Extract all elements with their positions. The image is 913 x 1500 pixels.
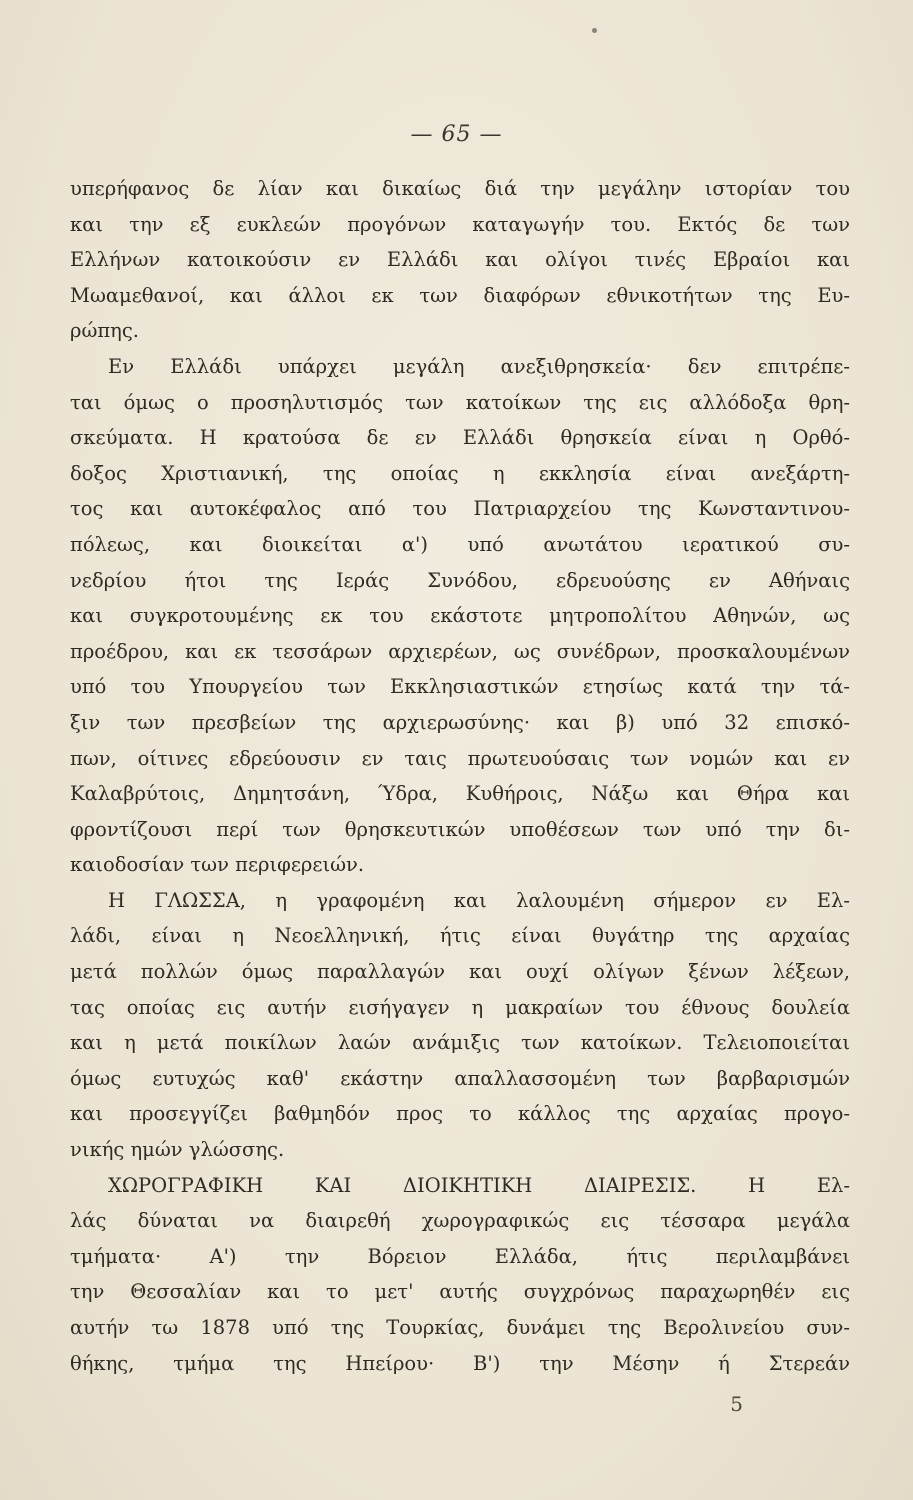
text-line: και προσεγγίζει βαθμηδόν προς το κάλλος της αρχαίας προγο- bbox=[70, 1102, 850, 1126]
text-line: λάς δύναται να διαιρεθή χωρογραφικώς εις τέσσαρα μεγάλα bbox=[70, 1209, 850, 1233]
ink-spot bbox=[592, 28, 597, 33]
text-line: Καλαβρύτοις, Δημητσάνη, Ύδρα, Κυθήροις, Νάξω και Θήρα και bbox=[70, 782, 850, 806]
text-line: Η ΓΛΩΣΣΑ, η γραφομένη και λαλουμένη σήμερον εν Ελ- bbox=[108, 888, 850, 912]
text-line: Εν Ελλάδι υπάρχει μεγάλη ανεξιθρησκεία· δεν επιτρέπε- bbox=[108, 354, 850, 378]
text-line: υπερήφανος δε λίαν και δικαίως διά την μεγάλην ιστορίαν του bbox=[70, 177, 850, 200]
text-line: καιοδοσίαν των περιφερειών. bbox=[70, 853, 365, 877]
text-line: ξιν των πρεσβείων της αρχιερωσύνης· και β) υπό 32 επισκό- bbox=[70, 710, 850, 734]
text-line: ται όμως ο προσηλυτισμός των κατοίκων της εις αλλόδοξα θρη- bbox=[70, 390, 850, 414]
text-line: Ελλήνων κατοικούσιν εν Ελλάδι και ολίγοι τινές Εβραίοι και bbox=[70, 248, 850, 272]
text-line: σκεύματα. Η κρατούσα δε εν Ελλάδι θρησκεία είναι η Ορθό- bbox=[70, 426, 850, 450]
text-line: τος και αυτοκέφαλος από του Πατριαρχείου της Κωνσταντινου- bbox=[70, 497, 850, 521]
text-line: νικής ημών γλώσσης. bbox=[70, 1138, 285, 1162]
text-line: τμήματα· Α') την Βόρειον Ελλάδα, ήτις περιλαμβάνει bbox=[70, 1244, 850, 1268]
text-line: τας οποίας εις αυτήν εισήγαγεν η μακραίων του έθνους δουλεία bbox=[70, 995, 850, 1019]
text-line: και την εξ ευκλεών προγόνων καταγωγήν του. Εκτός δε των bbox=[70, 212, 850, 236]
text-line: μετά πολλών όμως παραλλαγών και ουχί ολίγων ξένων λέξεων, bbox=[70, 960, 850, 984]
text-line: όμως ευτυχώς καθ' εκάστην απαλλασσομένη των βαρβαρισμών bbox=[70, 1066, 850, 1090]
text-line: φροντίζουσι περί των θρησκευτικών υποθέσεων των υπό την δι- bbox=[70, 817, 850, 841]
text-line: ΧΩΡΟΓΡΑΦΙΚΗ ΚΑΙ ΔΙΟΙΚΗΤΙΚΗ ΔΙΑΙΡΕΣΙΣ. Η Ελ- bbox=[108, 1173, 850, 1197]
text-line: θήκης, τμήμα της Ηπείρου· Β') την Μέσην ή Στερεάν bbox=[70, 1351, 850, 1375]
page-number: — 65 — bbox=[410, 122, 503, 147]
text-line: και συγκροτουμένης εκ του εκάστοτε μητροπολίτου Αθηνών, ως bbox=[70, 604, 850, 628]
text-line: ρώπης. bbox=[70, 319, 139, 343]
text-line: Μωαμεθανοί, και άλλοι εκ των διαφόρων εθνικοτήτων της Ευ- bbox=[70, 283, 850, 307]
text-line: υπό του Υπουργείου των Εκκλησιαστικών ετησίως κατά την τά- bbox=[70, 675, 850, 699]
body-text bbox=[70, 171, 850, 1381]
text-line: και η μετά ποικίλων λαών ανάμιξις των κατοίκων. Τελειοποιείται bbox=[70, 1031, 850, 1055]
text-line: πων, οίτινες εδρεύουσιν εν ταις πρωτευούσαις των νομών και εν bbox=[70, 746, 850, 770]
text-line: αυτήν τω 1878 υπό της Τουρκίας, δυνάμει της Βερολινείου συν- bbox=[70, 1316, 850, 1339]
text-line: λάδι, είναι η Νεοελληνική, ήτις είναι θυγάτηρ της αρχαίας bbox=[70, 924, 850, 948]
text-line: πόλεως, και διοικείται α') υπό ανωτάτου ιερατικού συ- bbox=[70, 532, 850, 556]
text-line: νεδρίου ήτοι της Ιεράς Συνόδου, εδρευούσης εν Αθήναις bbox=[70, 568, 850, 592]
printer-signature: 5 bbox=[730, 1392, 743, 1416]
text-line: την Θεσσαλίαν και το μετ' αυτής συγχρόνως παραχωρηθέν εις bbox=[70, 1280, 850, 1304]
text-line: δοξος Χριστιανική, της οποίας η εκκλησία είναι ανεξάρτη- bbox=[70, 461, 850, 485]
text-line: προέδρου, και εκ τεσσάρων αρχιερέων, ως συνέδρων, προσκαλουμένων bbox=[70, 639, 850, 663]
